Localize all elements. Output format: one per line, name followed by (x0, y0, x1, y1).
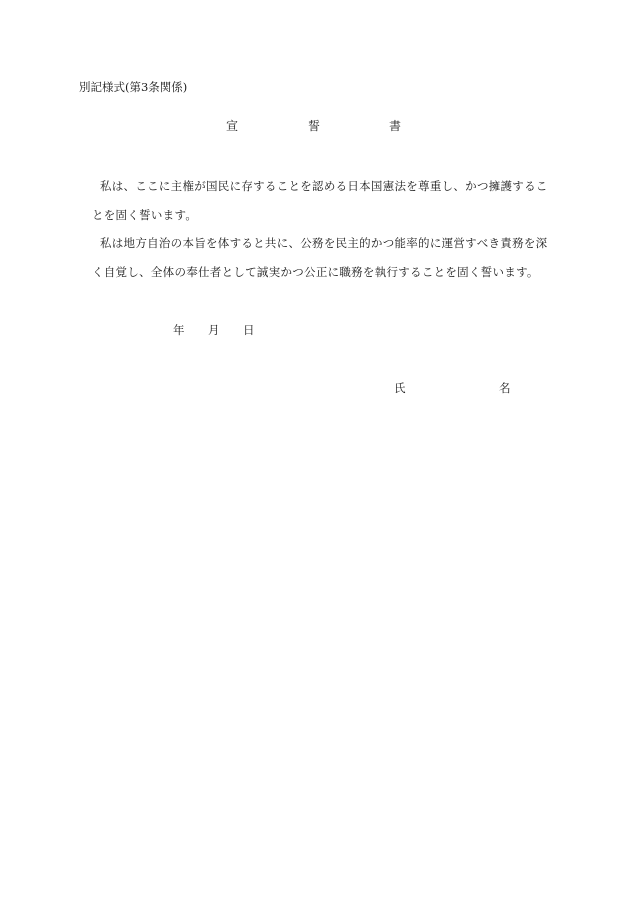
oath-paragraph-2-line-1: 私は地方自治の本旨を体すると共に、公務を民主的かつ能率的に運営すべき責務を深 (100, 236, 548, 250)
date-month-label: 月 (208, 323, 220, 337)
oath-paragraph-2-line-2: く自覚し、全体の奉仕者として誠実かつ公正に職務を執行することを固く誓います。 (92, 265, 539, 279)
signature-surname-label: 氏 (394, 381, 406, 395)
oath-paragraph-1-line-2: とを固く誓います。 (92, 208, 198, 222)
signature-given-name-label: 名 (499, 381, 511, 395)
title-char-sho: 書 (389, 119, 402, 133)
title-char-sen: 宣 (226, 119, 239, 133)
date-day-label: 日 (243, 323, 255, 337)
date-year-label: 年 (173, 323, 185, 337)
oath-paragraph-1-line-1: 私は、ここに主権が国民に存することを認める日本国憲法を尊重し、かつ擁護するこ (100, 179, 548, 193)
form-label: 別記様式(第3条関係) (79, 80, 188, 94)
title-char-sei: 誓 (308, 119, 321, 133)
